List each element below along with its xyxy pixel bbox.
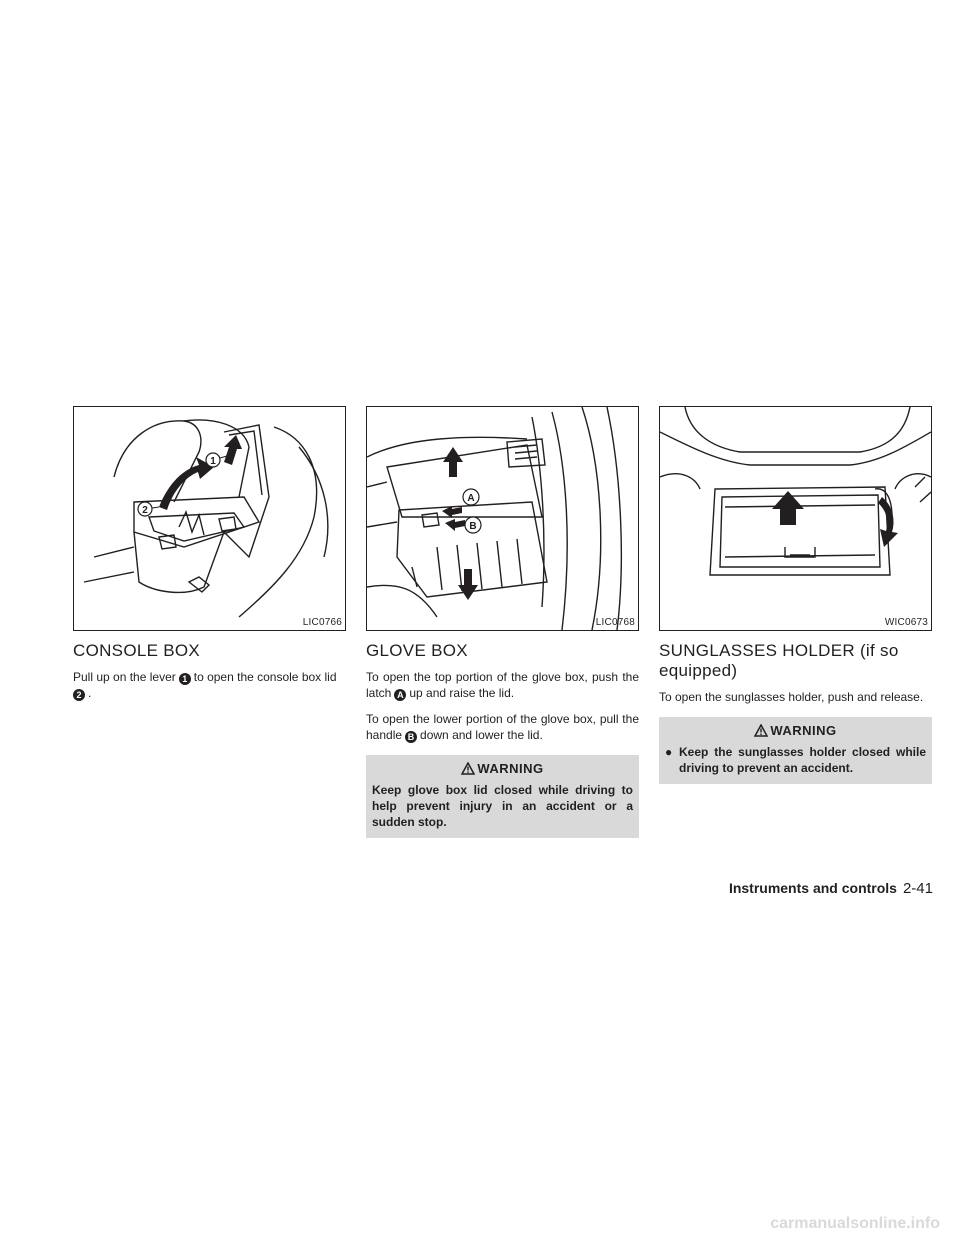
sunglasses-holder-text: To open the sunglasses holder, push and release. — [659, 690, 924, 704]
column-sunglasses-holder — [659, 406, 932, 784]
figure-code: WIC0673 — [884, 617, 928, 628]
column-glove-box — [366, 406, 639, 838]
warning-triangle-icon — [754, 724, 768, 737]
text-segment: down and lower the lid. — [420, 728, 543, 742]
figure-code: LIC0768 — [595, 617, 635, 628]
console-box-text — [73, 669, 346, 701]
warning-title: WARNING — [770, 723, 837, 738]
glove-box-text-2 — [366, 711, 639, 743]
text-segment: to open the console box lid — [193, 670, 337, 684]
marker-1-icon: 1 — [179, 673, 191, 685]
text-segment: To open the lower portion of the glove box, pull the handle — [366, 712, 639, 742]
warning-triangle-icon — [461, 762, 475, 775]
marker-a-icon: A — [394, 689, 406, 701]
text-segment: up and raise the lid. — [409, 686, 515, 700]
chapter-title: Instruments and controls — [728, 880, 897, 896]
glove-box-text-1 — [366, 669, 639, 701]
sunglasses-holder-illustration — [660, 407, 931, 630]
warning-text: Keep the sunglasses holder closed while driving to prevent an accident. — [679, 745, 926, 775]
callout-1: 1 — [210, 456, 216, 467]
figure-console-box — [73, 406, 346, 631]
bullet-dot-icon: ● — [665, 745, 673, 759]
warning-bullet-item — [665, 744, 926, 776]
watermark: carmanualsonline.info — [770, 1215, 940, 1232]
figure-code: LIC0766 — [302, 617, 342, 628]
callout-a: A — [467, 493, 475, 504]
warning-box-glove — [366, 755, 639, 838]
heading-sunglasses-holder: SUNGLASSES HOLDER (if so equipped) — [659, 641, 899, 680]
marker-b-icon: B — [405, 731, 417, 743]
heading-console-box: CONSOLE BOX — [73, 641, 201, 660]
callout-b: B — [469, 521, 477, 532]
page-footer — [729, 880, 933, 897]
text-segment: Pull up on the lever — [73, 670, 176, 684]
heading-glove-box: GLOVE BOX — [366, 641, 468, 660]
warning-title: WARNING — [477, 761, 544, 776]
figure-sunglasses-holder — [659, 406, 932, 631]
text-segment: To open the top portion of the glove box, push the latch — [366, 670, 639, 700]
warning-header — [665, 723, 926, 738]
console-box-illustration — [74, 407, 345, 630]
figure-glove-box — [366, 406, 639, 631]
warning-box-sunglasses — [659, 717, 932, 784]
callout-2: 2 — [142, 505, 148, 516]
column-console-box — [73, 406, 346, 711]
glove-box-illustration — [367, 407, 638, 630]
warning-header — [372, 761, 633, 776]
warning-text: Keep glove box lid closed while driving to help prevent injury in an accident or a sudden stop. — [372, 783, 633, 829]
page-number: 2-41 — [902, 880, 933, 897]
marker-2-icon: 2 — [73, 689, 85, 701]
text-segment: . — [88, 686, 92, 700]
